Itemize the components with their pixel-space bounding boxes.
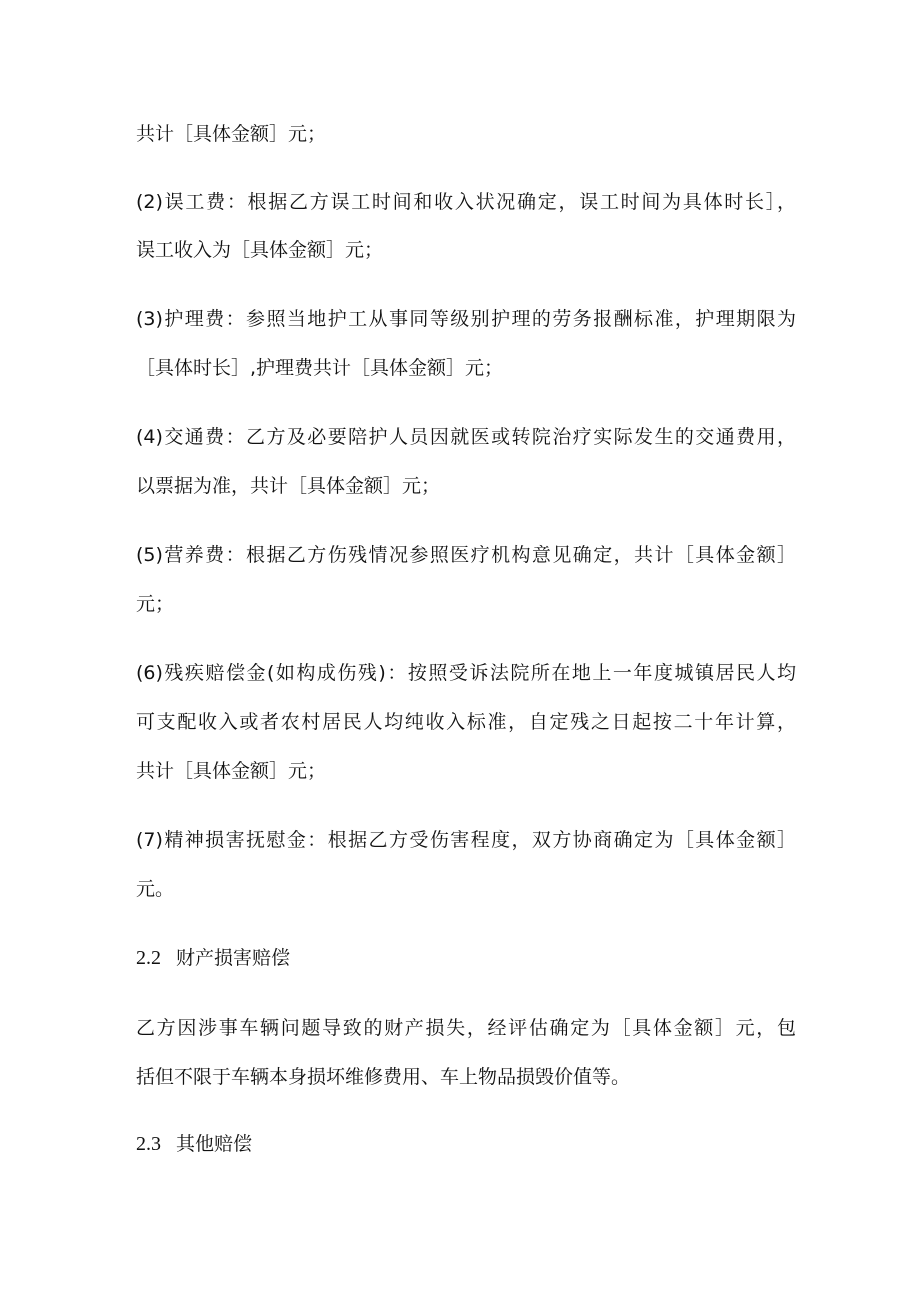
text-line: (4)交通费：乙方及必要陪护人员因就医或转院治疗实际发生的交通费用，	[136, 426, 796, 448]
text-line: 共计［具体金额］元；	[136, 760, 327, 782]
text-line: 元；	[136, 593, 175, 615]
text-line: (6)残疾赔偿金(如构成伤残)：按照受诉法院所在地上一年度城镇居民人均	[136, 662, 796, 684]
text-line: ［具体时长］,护理费共计［具体金额］元；	[136, 357, 504, 379]
text-line: (5)营养费：根据乙方伤残情况参照医疗机构意见确定，共计［具体金额］	[136, 544, 796, 566]
text-line: (7)精神损害抚慰金：根据乙方受伤害程度，双方协商确定为［具体金额］	[136, 829, 796, 851]
text-line: 误工收入为［具体金额］元；	[136, 239, 384, 261]
text-line: 共计［具体金额］元；	[136, 123, 327, 145]
section-title: 其他赔偿	[176, 1133, 253, 1155]
text-line: (3)护理费：参照当地护工从事同等级别护理的劳务报酬标准，护理期限为	[136, 308, 796, 330]
section-heading	[136, 1132, 796, 1156]
section-number: 2.3	[136, 1133, 161, 1155]
text-line: 可支配收入或者农村居民人均纯收入标准，自定残之日起按二十年计算，	[136, 711, 796, 733]
section-title: 财产损害赔偿	[176, 947, 291, 969]
text-line: 括但不限于车辆本身损坏维修费用、车上物品损毁价值等。	[136, 1066, 631, 1088]
section-heading	[136, 946, 796, 970]
text-line: (2)误工费：根据乙方误工时间和收入状况确定，误工时间为具体时长］，	[136, 191, 796, 213]
text-line: 元。	[136, 878, 175, 900]
text-line: 以票据为准，共计［具体金额］元；	[136, 475, 441, 497]
section-number: 2.2	[136, 947, 161, 969]
text-line: 乙方因涉事车辆问题导致的财产损失，经评估确定为［具体金额］元，包	[136, 1017, 796, 1039]
